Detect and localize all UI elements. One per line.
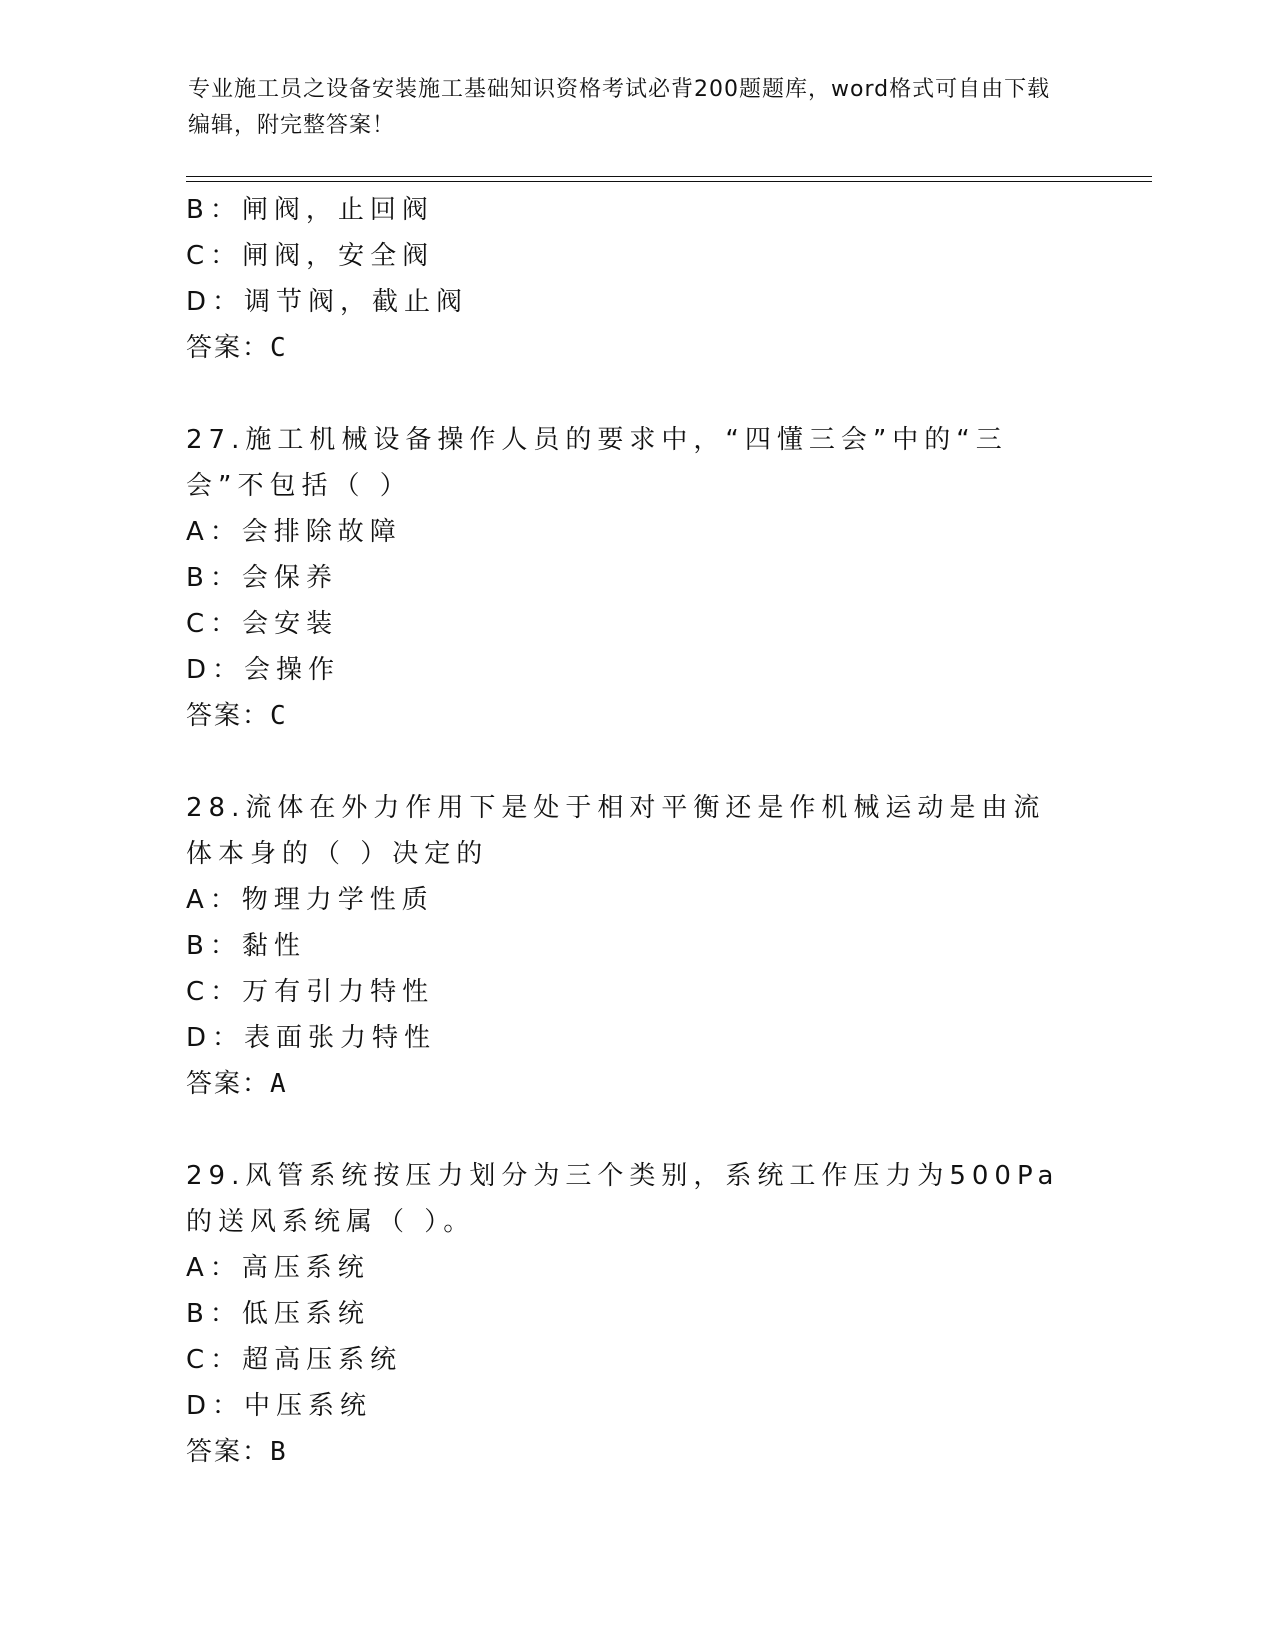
question-list: [186, 187, 1086, 1475]
option-d: D：中压系统: [186, 1391, 373, 1421]
answer-label: 答案：: [186, 333, 271, 363]
answer-line: [186, 1429, 1086, 1475]
answer-line: [186, 693, 1086, 739]
option-d: D：调节阀，截止阀: [186, 287, 469, 317]
question-block-continued: [186, 187, 1086, 371]
option-d: D：表面张力特性: [186, 1023, 437, 1053]
option-b: B：低压系统: [186, 1299, 370, 1329]
option-a: A：高压系统: [186, 1253, 370, 1283]
option-d: D：会操作: [186, 655, 341, 685]
answer-label: 答案：: [186, 1437, 271, 1467]
option-a: A：物理力学性质: [186, 885, 434, 915]
option-c: C：超高压系统: [186, 1345, 403, 1375]
answer-value: B: [270, 1437, 288, 1467]
spacer: [186, 371, 1086, 417]
question-block-29: [186, 1153, 1086, 1475]
question-block-28: [186, 785, 1086, 1107]
answer-value: C: [270, 333, 288, 363]
option-b: B：会保养: [186, 563, 338, 593]
spacer: [186, 1107, 1086, 1153]
answer-value: C: [270, 701, 288, 731]
option-b: B：黏性: [186, 931, 306, 961]
question-text: 29.风管系统按压力划分为三个类别，系统工作压力为500Pa的送风系统属（ ）。: [186, 1161, 1060, 1237]
document-header: 专业施工员之设备安装施工基础知识资格考试必背200题题库，word格式可自由下载编辑，附完整答案！: [188, 77, 1051, 138]
option-b: B：闸阀，止回阀: [186, 195, 434, 225]
question-text: 27.施工机械设备操作人员的要求中，“四懂三会”中的“三会”不包括（ ）: [186, 425, 1008, 501]
answer-line: [186, 325, 1086, 371]
header-divider-top: [186, 176, 1152, 177]
option-c: C：万有引力特性: [186, 977, 435, 1007]
option-a: A：会排除故障: [186, 517, 402, 547]
answer-label: 答案：: [186, 1069, 271, 1099]
option-c: C：会安装: [186, 609, 339, 639]
answer-line: [186, 1061, 1086, 1107]
question-block-27: [186, 417, 1086, 739]
spacer: [186, 739, 1086, 785]
question-text: 28.流体在外力作用下是处于相对平衡还是作机械运动是由流体本身的（ ）决定的: [186, 793, 1046, 869]
header-divider-bottom: [186, 181, 1152, 182]
answer-value: A: [270, 1069, 288, 1099]
answer-label: 答案：: [186, 701, 271, 731]
option-c: C：闸阀，安全阀: [186, 241, 435, 271]
